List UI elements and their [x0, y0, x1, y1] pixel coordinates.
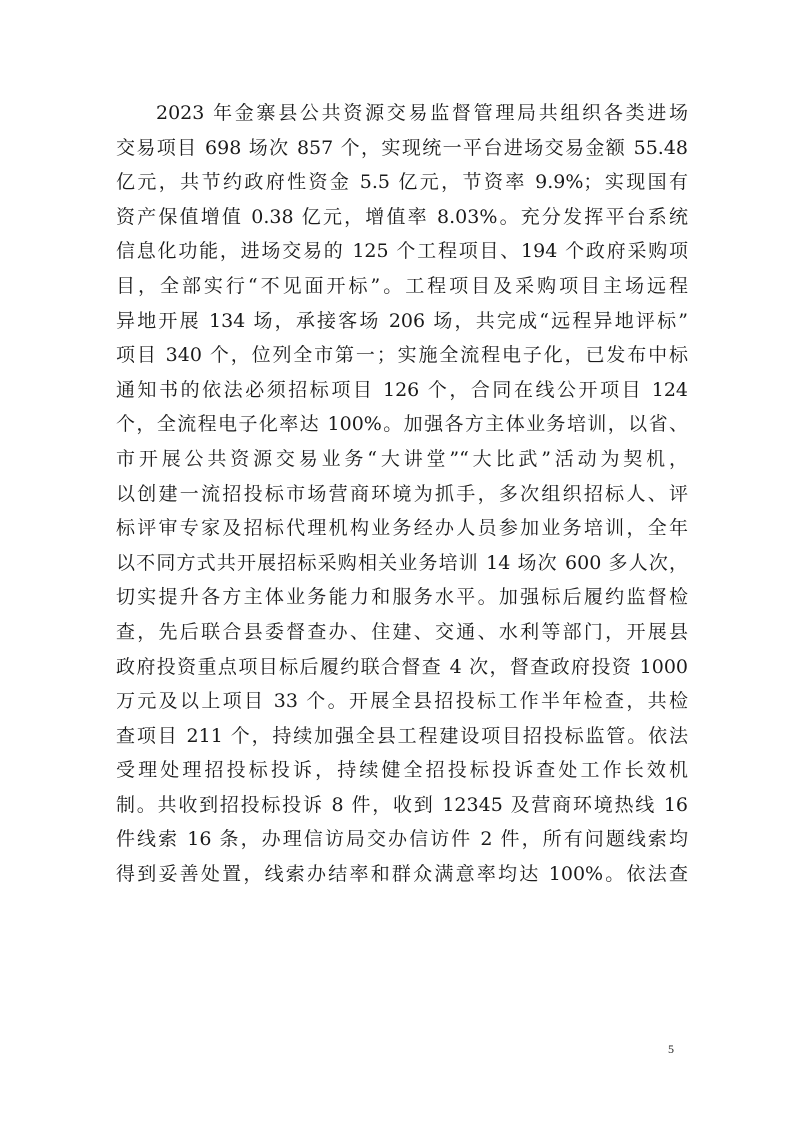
paragraph-line: 通知书的依法必须招标项目 126 个，合同在线公开项目 124: [116, 378, 688, 401]
paragraph-line: 个，全流程电子化率达 100%。加强各方主体业务培训，以省、: [116, 413, 688, 436]
paragraph-line: 资产保值增值 0.38 亿元，增值率 8.03%。充分发挥平台系统: [116, 205, 688, 228]
paragraph-line: 市开展公共资源交易业务“大讲堂”“大比武”活动为契机，: [116, 447, 688, 470]
paragraph-line: 查项目 211 个，持续加强全县工程建设项目招投标监管。依法: [116, 724, 688, 747]
paragraph-line: 亿元，共节约政府性资金 5.5 亿元，节资率 9.9%；实现国有: [116, 171, 688, 194]
paragraph-line: 信息化功能，进场交易的 125 个工程项目、194 个政府采购项: [116, 240, 688, 263]
paragraph-line: 以不同方式共开展招标采购相关业务培训 14 场次 600 多人次，: [116, 551, 688, 574]
paragraph-line: 交易项目 698 场次 857 个，实现统一平台进场交易金额 55.48: [116, 136, 688, 159]
page-number: 5: [668, 1042, 674, 1056]
paragraph-line: 异地开展 134 场，承接客场 206 场，共完成“远程异地评标”: [116, 309, 688, 332]
paragraph-line: 切实提升各方主体业务能力和服务水平。加强标后履约监督检: [116, 586, 688, 609]
paragraph-line: 受理处理招投标投诉，持续健全招投标投诉查处工作长效机: [116, 759, 688, 782]
paragraph-line: 2023 年金寨县公共资源交易监督管理局共组织各类进场: [156, 102, 688, 124]
paragraph-line: 得到妥善处置，线索办结率和群众满意率均达 100%。依法查: [116, 863, 688, 886]
paragraph-line: 以创建一流招投标市场营商环境为抓手，多次组织招标人、评: [116, 482, 688, 505]
paragraph-line: 查，先后联合县委督查办、住建、交通、水利等部门，开展县: [116, 620, 688, 643]
paragraph-line: 制。共收到招投标投诉 8 件，收到 12345 及营商环境热线 16: [116, 793, 688, 816]
paragraph-line: 件线索 16 条，办理信访局交办信访件 2 件，所有问题线索均: [116, 828, 688, 851]
paragraph-line: 目，全部实行“不见面开标”。工程项目及采购项目主场远程: [116, 274, 688, 297]
paragraph-line: 万元及以上项目 33 个。开展全县招投标工作半年检查，共检: [116, 690, 688, 713]
body-paragraph: [116, 96, 688, 892]
paragraph-line: 标评审专家及招标代理机构业务经办人员参加业务培训，全年: [116, 517, 688, 540]
paragraph-line: 项目 340 个，位列全市第一；实施全流程电子化，已发布中标: [116, 344, 688, 367]
paragraph-line: 政府投资重点项目标后履约联合督查 4 次，督查政府投资 1000: [116, 655, 688, 678]
